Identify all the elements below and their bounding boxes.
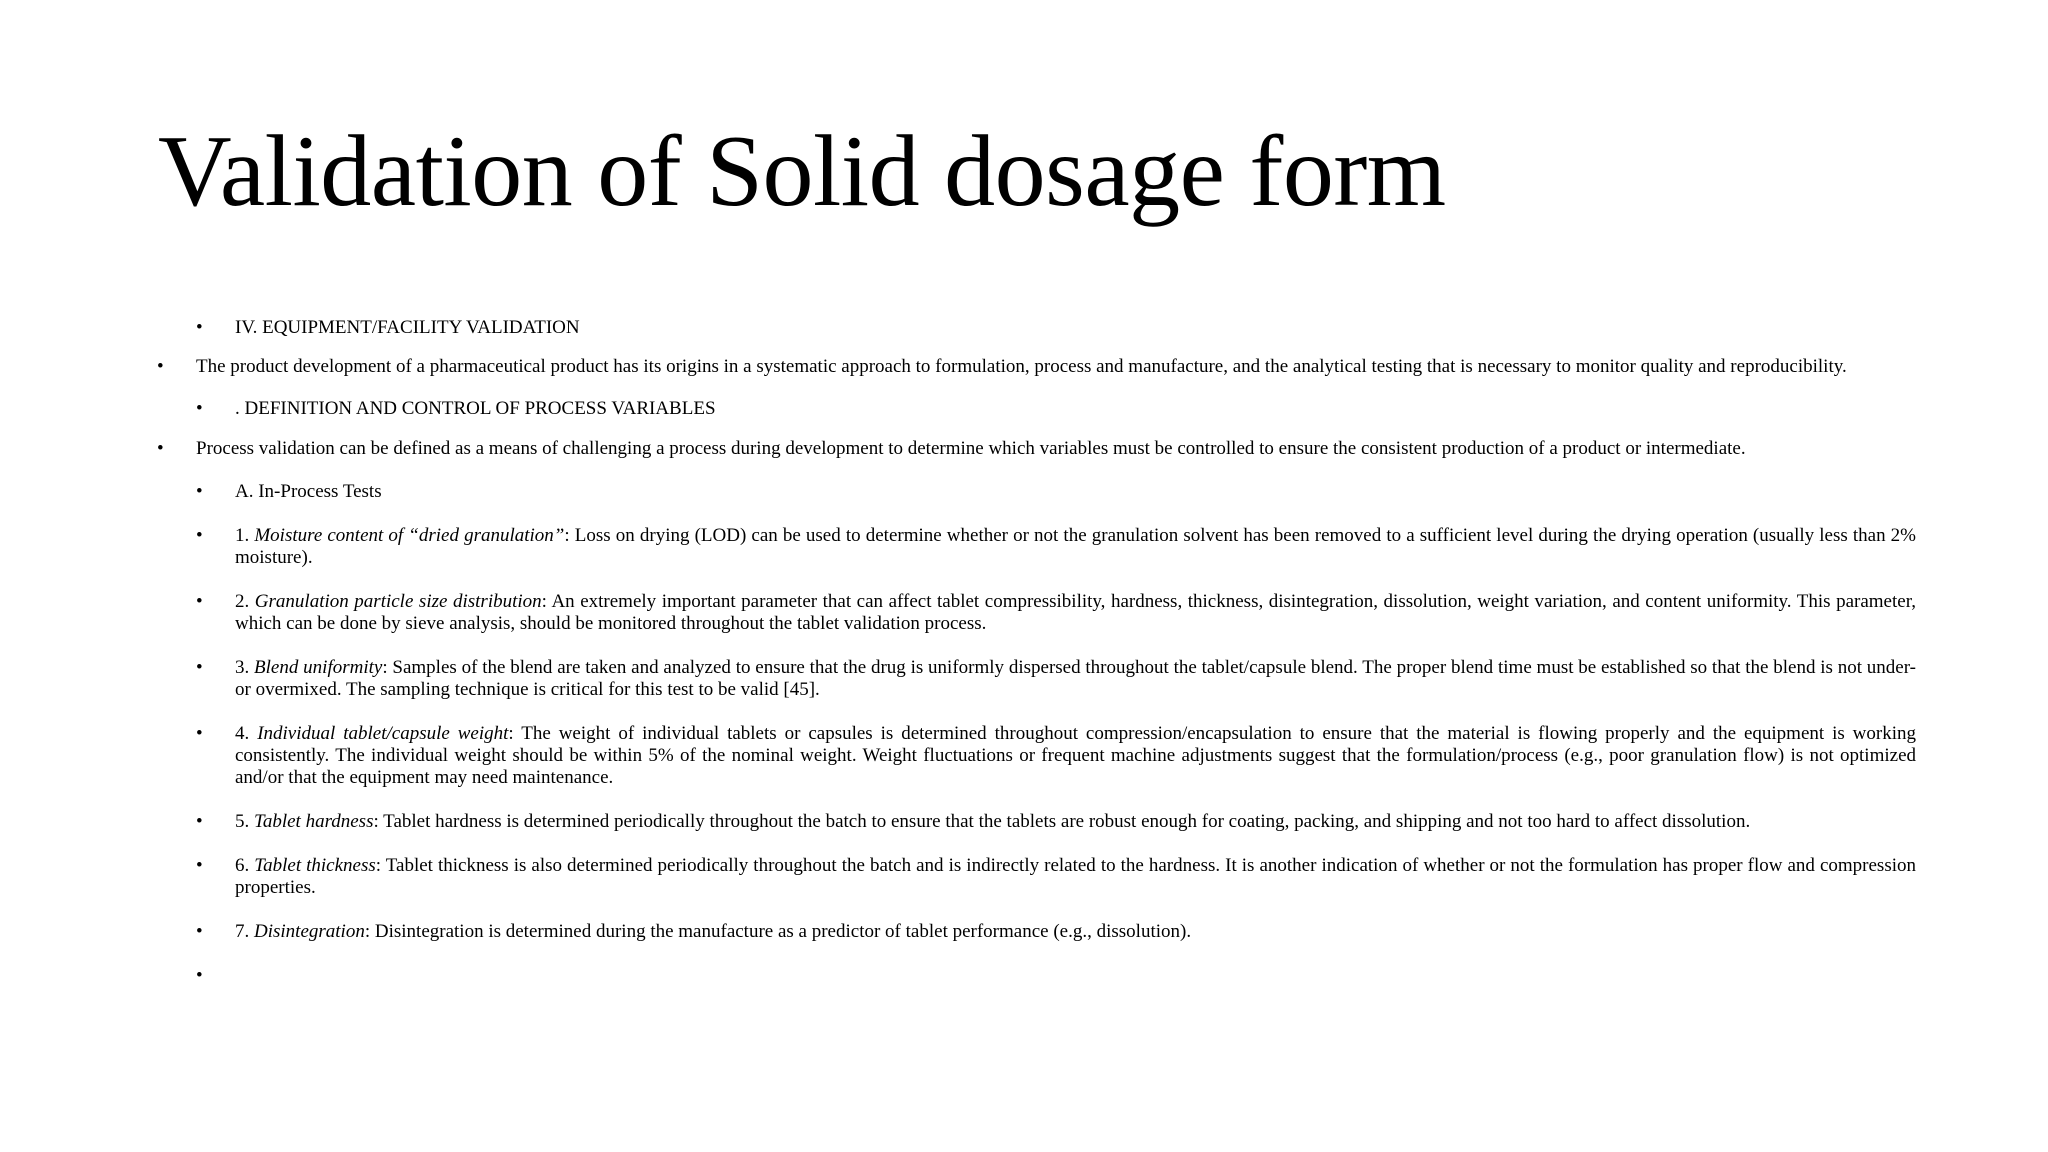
item-description: : Samples of the blend are taken and analyzed to ensure that the drug is uniformly dispersed throughout the tablet/capsule blend. The proper blend time must be established so that the blend is not under- or overmixed. The sampling technique is critical for this test to be valid [45]. — [235, 657, 1916, 700]
item-term: Blend uniformity — [254, 657, 383, 678]
bullet-dot: • — [196, 398, 203, 419]
item-description: : The weight of individual tablets or capsules is determined throughout compression/encapsulation to ensure that the material is flowing properly and the equipment is working consistently. The individual weight should be within 5% of the nominal weight. Weight fluctuations or frequent machine adjustments suggest that the formulation/process (e.g., poor granulation flow) is not optimized and/or that the equipment may need maintenance. — [235, 723, 1916, 788]
list-item-text — [235, 811, 1916, 833]
item-term: Disintegration — [254, 921, 365, 942]
list-item — [196, 855, 1916, 899]
item-term: Tablet thickness — [254, 855, 376, 876]
item-description: : An extremely important parameter that can affect tablet compressibility, hardness, thickness, disintegration, dissolution, weight variation, and content uniformity. This parameter, which can be done by sieve analysis, should be monitored throughout the tablet validation process. — [235, 591, 1917, 634]
bullet-dot: • — [196, 317, 203, 338]
list-item — [196, 657, 1916, 701]
item-description: : Tablet hardness is determined periodically throughout the batch to ensure that the tablets are robust enough for coating, packing, and shipping and not too hard to affect dissolution. — [373, 811, 1751, 832]
item-term: Granulation particle size distribution — [254, 591, 542, 612]
item-number: 6. — [235, 855, 255, 876]
bullet-dot: • — [196, 811, 203, 832]
item-description: : Tablet thickness is also determined periodically throughout the batch and is indirectly related to the hardness. It is another indication of whether or not the formulation has proper flow and compression properties. — [235, 855, 1917, 898]
list-item — [196, 398, 1916, 420]
list-item-text — [235, 591, 1916, 635]
list-item-text — [235, 921, 1916, 943]
list-item-text: A. In-Process Tests — [235, 481, 382, 502]
list-item — [196, 723, 1916, 789]
bullet-dot: • — [196, 591, 203, 612]
list-item-text — [235, 525, 1916, 569]
item-number: 4. — [235, 723, 258, 744]
item-number: 2. — [235, 591, 255, 612]
list-item-text — [235, 657, 1916, 701]
list-item-text — [235, 855, 1916, 899]
list-item — [157, 356, 1917, 378]
list-item-text: . DEFINITION AND CONTROL OF PROCESS VARIABLES — [235, 398, 716, 419]
list-item-text — [235, 723, 1916, 789]
list-item — [196, 591, 1916, 635]
item-term: Moisture content of “dried granulation” — [254, 525, 565, 546]
item-term: Tablet hardness — [254, 811, 374, 832]
item-number: 5. — [235, 811, 254, 832]
bullet-dot: • — [196, 525, 203, 546]
list-item-text: Process validation can be defined as a means of challenging a process during development to determine which variables must be controlled to ensure the consistent production of a product or intermediate. — [196, 438, 1746, 459]
list-item-text — [235, 965, 1916, 987]
list-item — [196, 317, 1916, 339]
item-description: : Loss on drying (LOD) can be used to determine whether or not the granulation solvent has been removed to a sufficient level during the drying operation (usually less than 2% moisture). — [235, 525, 1916, 568]
bullet-dot: • — [157, 438, 164, 459]
list-item-empty — [196, 965, 1916, 987]
bullet-dot: • — [196, 657, 203, 678]
bullet-dot: • — [157, 356, 164, 377]
list-item — [196, 811, 1916, 833]
bullet-dot: • — [196, 481, 203, 502]
bullet-dot: • — [196, 965, 203, 986]
item-number: 7. — [235, 921, 254, 942]
list-item — [196, 525, 1916, 569]
item-term: Individual tablet/capsule weight — [257, 723, 509, 744]
item-number: 3. — [235, 657, 255, 678]
item-description: : Disintegration is determined during the manufacture as a predictor of tablet performance (e.g., dissolution). — [364, 921, 1192, 942]
list-item-text: IV. EQUIPMENT/FACILITY VALIDATION — [235, 317, 580, 338]
bullet-dot: • — [196, 855, 203, 876]
item-number: 1. — [235, 525, 255, 546]
list-item — [196, 481, 1916, 503]
bullet-dot: • — [196, 723, 203, 744]
list-item-text: The product development of a pharmaceutical product has its origins in a systematic approach to formulation, process and manufacture, and the analytical testing that is necessary to monitor quality and reproducibility. — [196, 356, 1847, 377]
bullet-dot: • — [196, 921, 203, 942]
list-item — [196, 921, 1916, 943]
list-item — [157, 438, 1917, 460]
slide-title: Validation of Solid dosage form — [158, 115, 1446, 228]
